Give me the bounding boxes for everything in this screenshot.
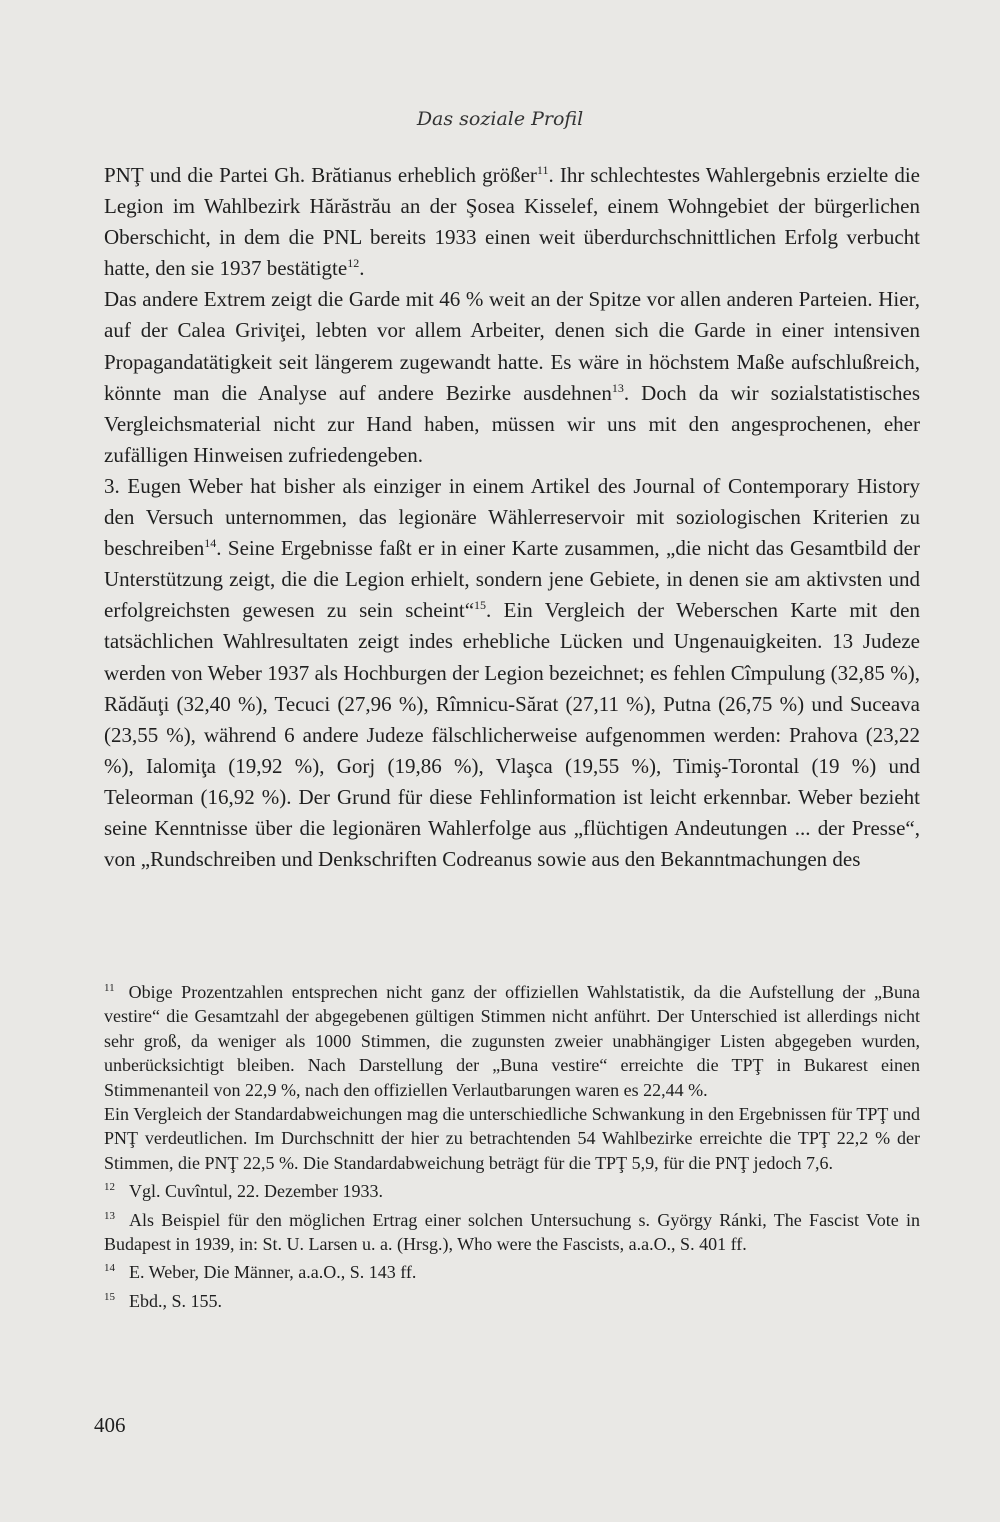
footnote-number: 13 bbox=[104, 1209, 115, 1222]
footnote bbox=[104, 1175, 920, 1203]
text-run: Das andere Extrem zeigt die Garde mit 46 % weit an der Spitze vor allen anderen Parteien. Hier, auf der Calea Griviţei, lebten vor allem Arbeiter, denen sich die Garde in einer intensiven Propagandatätigkeit seit längerem zugewandt hatte. Es wäre in höchstem Maße aufschlußreich, könnte man die Analyse auf andere Bezirke ausdehnen bbox=[104, 287, 920, 405]
page-number: 406 bbox=[94, 1413, 126, 1437]
running-head: Das soziale Profil bbox=[416, 108, 584, 130]
footnotes bbox=[104, 976, 920, 1313]
footnote-ref[interactable]: 15 bbox=[474, 598, 487, 613]
text-run: PNŢ und die Partei Gh. Brătianus erheblich größer bbox=[104, 163, 537, 187]
footnote bbox=[104, 1204, 920, 1257]
text-run: . Ihr schlechtestes Wahlergebnis erzielte die Legion im Wahlbezirk Hărăstrău an der Şosea Kisselef, einem Wohngebiet der bürgerlichen Oberschicht, in dem die PNL bereits 1933 einen weit überdurchschnittlichen Erfolg verbucht hatte, den sie 1937 bestätigte bbox=[104, 163, 920, 281]
footnote-number: 15 bbox=[104, 1290, 115, 1303]
footnote-text: Obige Prozentzahlen entsprechen nicht ganz der offiziellen Wahlstatistik, da die Aufstellung der „Buna vestire“ die Gesamtzahl der abgegebenen gültigen Stimmen nicht anführt. Der Unterschied ist allerdings nicht sehr groß, da weniger als 1000 Stimmen, die zugunsten zweier unabhängiger Listen abgegeben wurden, unberücksichtigt bleiben. Nach Darstellung der „Buna vestire“ erreichte die TPŢ in Bukarest einen Stimmenanteil von 22,9 %, nach den offiziellen Verlautbarungen waren es 22,44 %. bbox=[104, 982, 920, 1100]
paragraph bbox=[104, 284, 920, 471]
footnote bbox=[104, 1102, 920, 1175]
text-run: . Seine Ergebnisse faßt er in einer Karte zusammen, „die nicht das Gesamtbild der Unterstützung zeigt, die die Legion erhielt, sondern jene Gebiete, in denen sie am aktivsten und erfolgreichsten gewesen zu sein scheint“ bbox=[104, 536, 920, 623]
footnote-text: E. Weber, Die Männer, a.a.O., S. 143 ff. bbox=[129, 1262, 417, 1283]
footnote-text: Vgl. Cuvîntul, 22. Dezember 1933. bbox=[129, 1181, 383, 1202]
text-run: . Ein Vergleich der Weberschen Karte mit den tatsächlichen Wahlresultaten zeigt indes erhebliche Lücken und Ungenauigkeiten. 13 Judeze werden von Weber 1937 als Hochburgen der Legion bezeichnet; es fehlen Cîmpulung (32,85 %), Rădăuţi (32,40 %), Tecuci (27,96 %), Rîmnicu-Sărat (27,11 %), Putna (26,75 %) und Suceava (23,55 %), während 6 andere Judeze fälschlicherweise aufgenommen werden: Prahova (23,22 %), Ialomiţa (19,92 %), Gorj (19,86 %), Vlaşca (19,55 %), Timiş-Torontal (19 %) und Teleorman (16,92 %). Der Grund für diese Fehlinformation ist leicht erkennbar. Weber bezieht seine Kenntnisse über die legionären Wahlerfolge aus „flüchtigen Andeutungen ... der Presse“, von „Rundschreiben und Denkschriften Codreanus sowie aus den Bekanntmachungen des bbox=[104, 598, 920, 872]
footnote bbox=[104, 976, 920, 1102]
main-text bbox=[104, 160, 920, 875]
footnote-ref[interactable]: 12 bbox=[347, 256, 360, 271]
text-run: . Doch da wir sozialstatistisches Vergleichsmaterial nicht zur Hand haben, müssen wir uns mit den angesprochenen, eher zufälligen Hinweisen zufriedengeben. bbox=[104, 380, 920, 467]
paragraph bbox=[104, 160, 920, 284]
text-run: 3. Eugen Weber hat bisher als einziger in einem Artikel des Journal of Contemporary History den Versuch unternommen, das legionäre Wählerreservoir mit soziologischen Kriterien zu beschreiben bbox=[104, 473, 920, 561]
footnote-number: 14 bbox=[104, 1262, 115, 1275]
footnote-ref[interactable]: 13 bbox=[611, 380, 624, 395]
footnote-text: Ebd., S. 155. bbox=[129, 1290, 223, 1311]
footnote-number: 12 bbox=[104, 1181, 115, 1194]
footnote-ref[interactable]: 11 bbox=[536, 163, 549, 177]
paragraph bbox=[104, 471, 920, 875]
footnote bbox=[104, 1285, 920, 1313]
footnote-text: Ein Vergleich der Standardabweichungen mag die unterschiedliche Schwankung in den Ergebnissen für TPŢ und PNŢ verdeutlichen. Im Durchschnitt der hier zu betrachtenden 54 Wahlbezirke erreichte die TPŢ 22,2 % der Stimmen, die PNŢ 22,5 %. Die Standardabweichung beträgt für die TPŢ 5,9, für die PNŢ jedoch 7,6. bbox=[104, 1104, 920, 1173]
text-run: . bbox=[359, 256, 365, 281]
footnote-number: 11 bbox=[104, 982, 115, 994]
footnote-text: Als Beispiel für den möglichen Ertrag einer solchen Untersuchung s. György Ránki, The Fascist Vote in Budapest in 1939, in: St. U. Larsen u. a. (Hrsg.), Who were the Fascists, a.a.O., S. 401 ff. bbox=[104, 1209, 920, 1255]
footnote bbox=[104, 1256, 920, 1284]
footnote-ref[interactable]: 14 bbox=[204, 536, 217, 551]
